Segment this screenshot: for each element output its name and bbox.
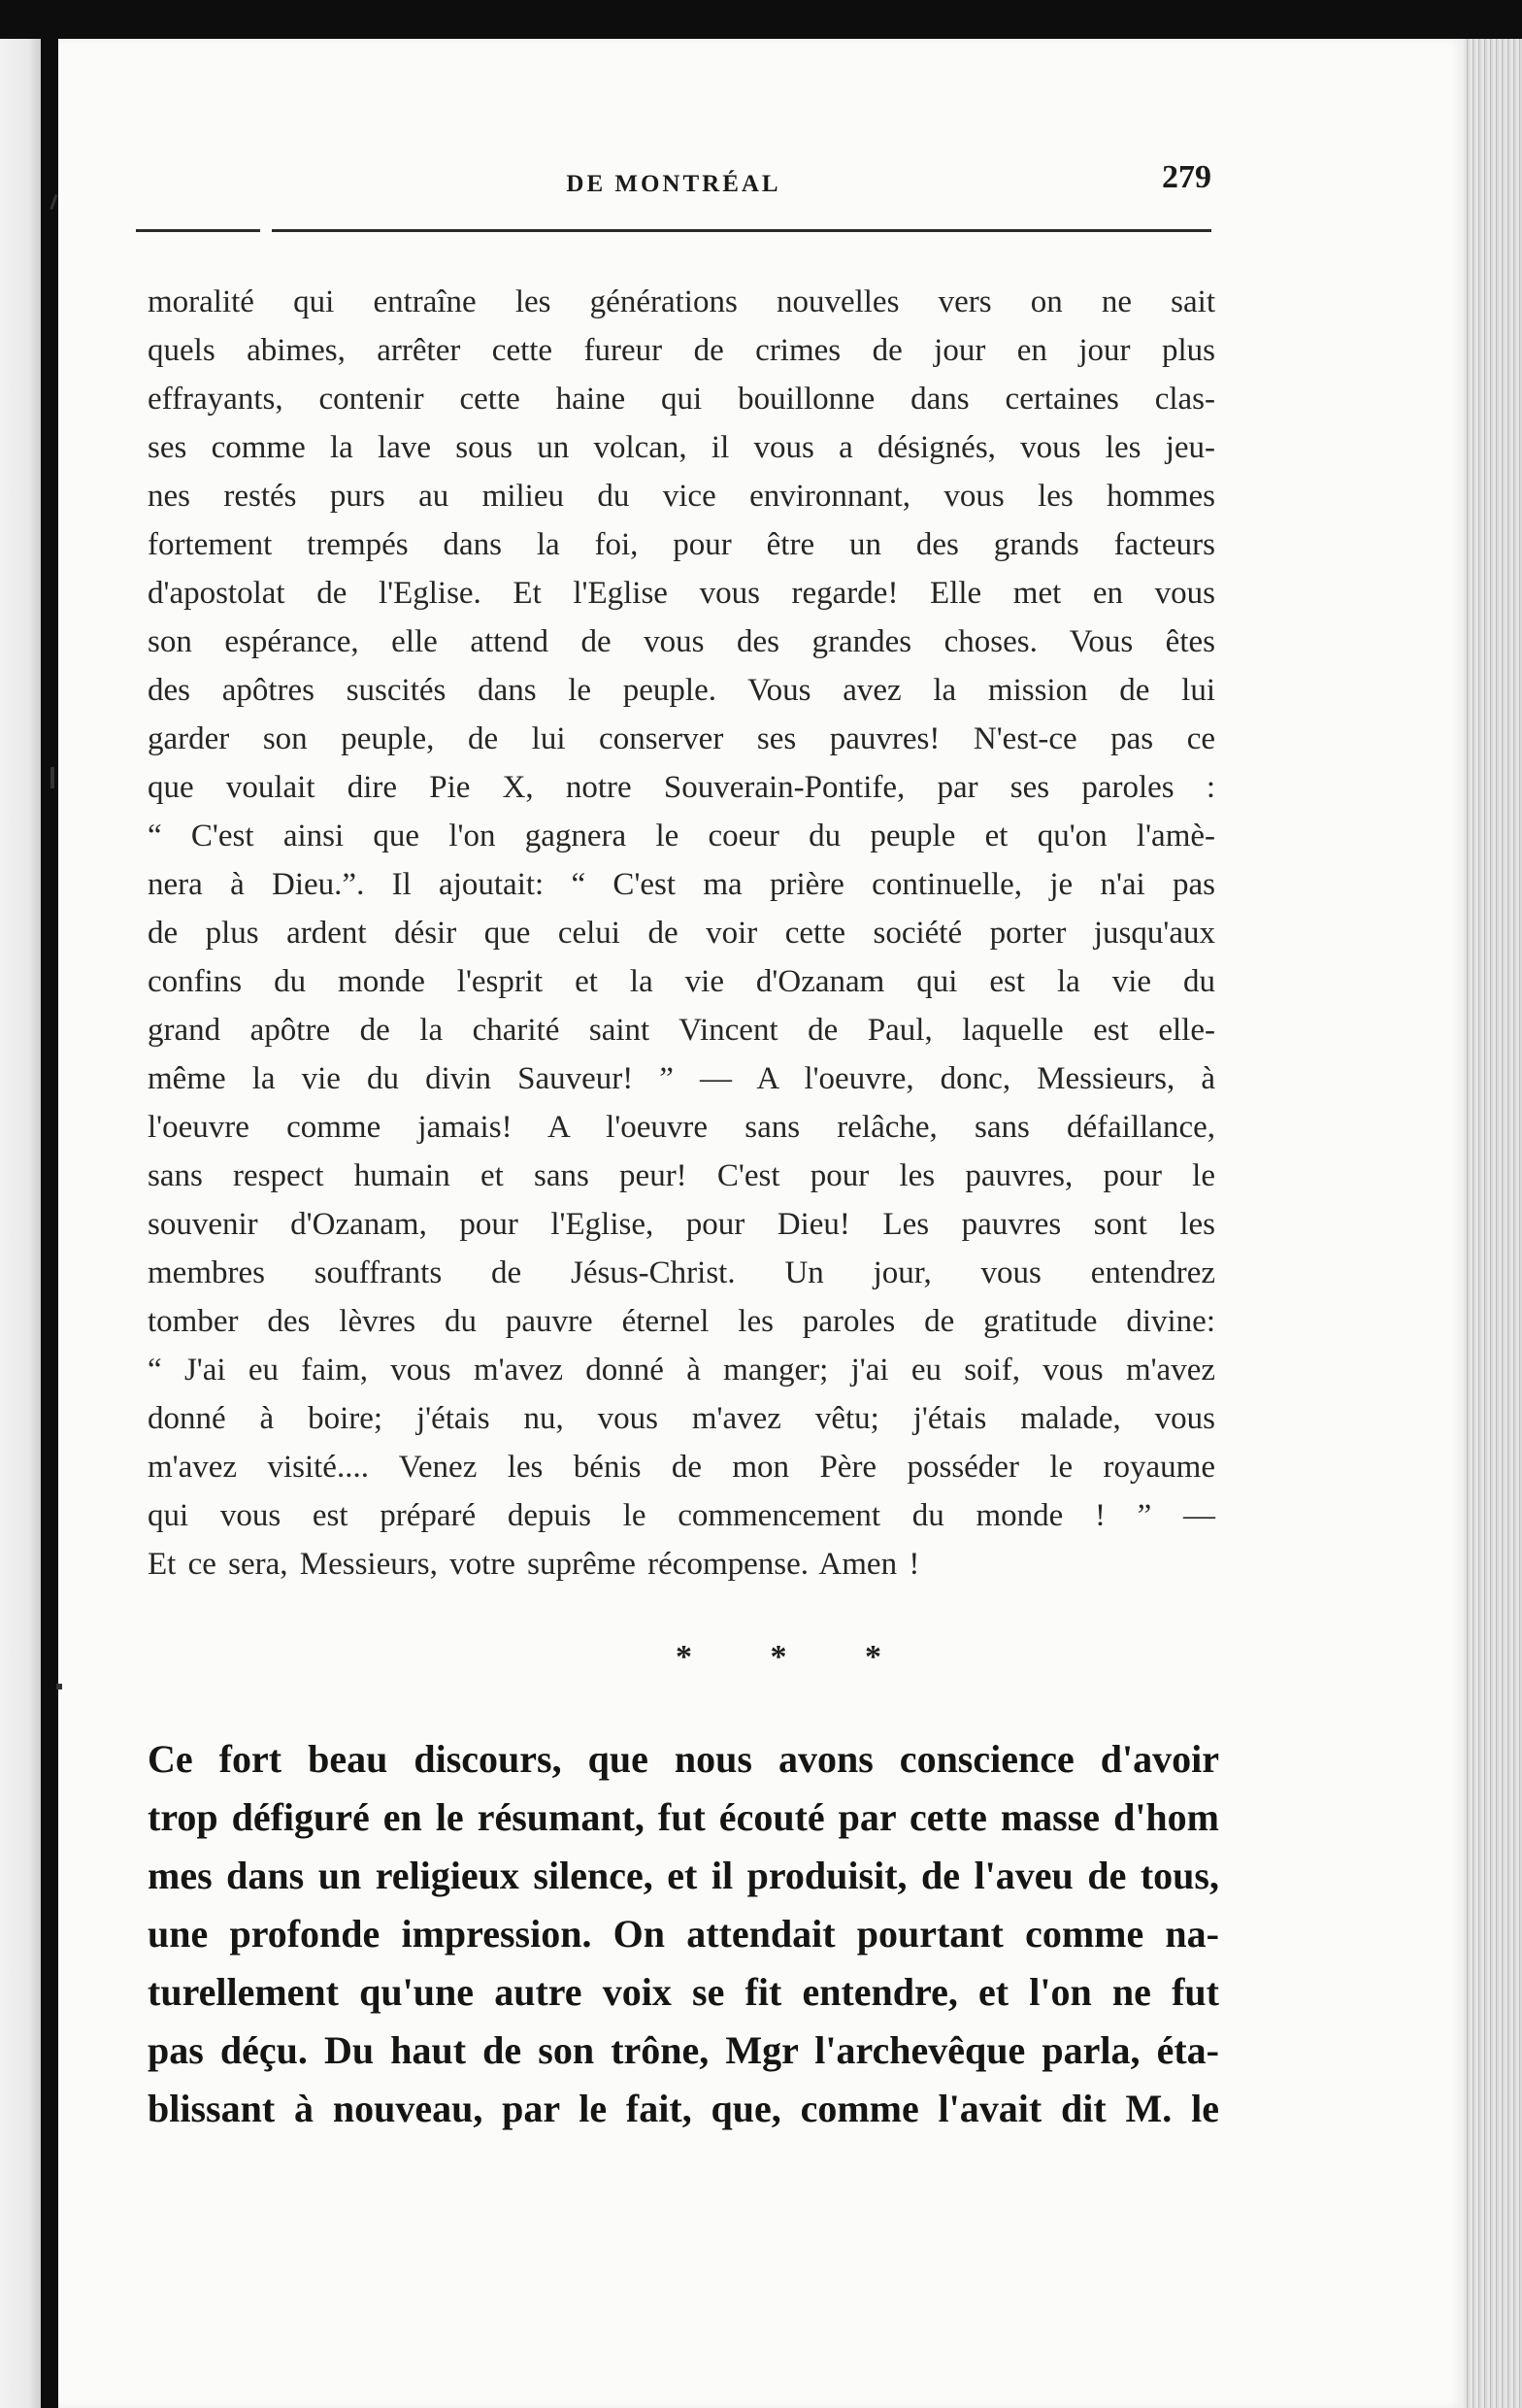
margin-mark (50, 767, 54, 788)
page-block-edges (1464, 39, 1522, 2408)
text-line: mes dans un religieux silence, et il produisit, de l'aveu de tous, (148, 1854, 1219, 1897)
text-line: donné à boire; j'étais nu, vous m'avez vêtu; j'étais malade, vous (148, 1401, 1215, 1436)
text-line: qui vous est préparé depuis le commencement du monde ! ” — (148, 1498, 1215, 1533)
text-line: l'oeuvre comme jamais! A l'oeuvre sans relâche, sans défaillance, (148, 1110, 1215, 1145)
text-line: tomber des lèvres du pauvre éternel les paroles de gratitude divine: (148, 1304, 1215, 1339)
text-line: de plus ardent désir que celui de voir cette société porter jusqu'aux (148, 916, 1215, 951)
text-line: quels abimes, arrêter cette fureur de crimes de jour en jour plus (148, 333, 1215, 368)
text-line: membres souffrants de Jésus-Christ. Un jour, vous entendrez (148, 1255, 1215, 1290)
text-line: trop défiguré en le résumant, fut écouté par cette masse d'hom (148, 1795, 1219, 1839)
text-line: m'avez visité.... Venez les bénis de mon Père posséder le royaume (148, 1450, 1215, 1485)
text-line: “ J'ai eu faim, vous m'avez donné à manger; j'ai eu soif, vous m'avez (148, 1353, 1215, 1388)
text-line: que voulait dire Pie X, notre Souverain-Pontife, par ses paroles : (148, 770, 1215, 805)
page-number: 279 (1162, 159, 1211, 195)
text-line: nes restés purs au milieu du vice environnant, vous les hommes (148, 479, 1215, 514)
text-line: une profonde impression. On attendait pourtant comme na- (148, 1912, 1219, 1956)
running-head (136, 155, 1211, 214)
text-line: ses comme la lave sous un volcan, il vous a désignés, vous les jeu- (148, 430, 1215, 465)
text-line: pas déçu. Du haut de son trône, Mgr l'archevêque parla, éta- (148, 2028, 1219, 2072)
text-line: des apôtres suscités dans le peuple. Vous avez la mission de lui (148, 673, 1215, 708)
text-line: sans respect humain et sans peur! C'est pour les pauvres, pour le (148, 1158, 1215, 1193)
running-title: DE MONTRÉAL (566, 171, 781, 197)
text-line: turellement qu'une autre voix se fit entendre, et l'on ne fut (148, 1970, 1219, 2014)
facing-page-edge (0, 39, 41, 2408)
quoted-speech (148, 278, 1215, 1589)
header-rule (136, 229, 1211, 232)
text-line: “ C'est ainsi que l'on gagnera le coeur du peuple et qu'on l'amè- (148, 819, 1215, 853)
margin-mark (56, 1684, 62, 1689)
text-line: nera à Dieu.”. Il ajoutait: “ C'est ma prière continuelle, je n'ai pas (148, 867, 1215, 902)
text-line: Et ce sera, Messieurs, votre suprême récompense. Amen ! (148, 1547, 920, 1582)
text-line: fortement trempés dans la foi, pour être un des grands facteurs (148, 527, 1215, 562)
section-separator: * * * (676, 1639, 916, 1675)
text-line: d'apostolat de l'Eglise. Et l'Eglise vous regarde! Elle met en vous (148, 576, 1215, 611)
text-line: Ce fort beau discours, que nous avons conscience d'avoir (148, 1737, 1219, 1781)
text-line: garder son peuple, de lui conserver ses pauvres! N'est-ce pas ce (148, 721, 1215, 756)
text-line: confins du monde l'esprit et la vie d'Ozanam qui est la vie du (148, 964, 1215, 999)
text-line: son espérance, elle attend de vous des grandes choses. Vous êtes (148, 624, 1215, 659)
text-line: grand apôtre de la charité saint Vincent de Paul, laquelle est elle- (148, 1013, 1215, 1048)
header-rule-gap (260, 227, 272, 234)
text-line: effrayants, contenir cette haine qui bouillonne dans certaines clas- (148, 382, 1215, 417)
text-line: blissant à nouveau, par le fait, que, comme l'avait dit M. le (148, 2087, 1219, 2130)
narrative-text (148, 1730, 1219, 2138)
text-line: moralité qui entraîne les générations nouvelles vers on ne sait (148, 284, 1215, 319)
text-line: même la vie du divin Sauveur! ” — A l'oeuvre, donc, Messieurs, à (148, 1061, 1215, 1096)
text-line: souvenir d'Ozanam, pour l'Eglise, pour Dieu! Les pauvres sont les (148, 1207, 1215, 1242)
